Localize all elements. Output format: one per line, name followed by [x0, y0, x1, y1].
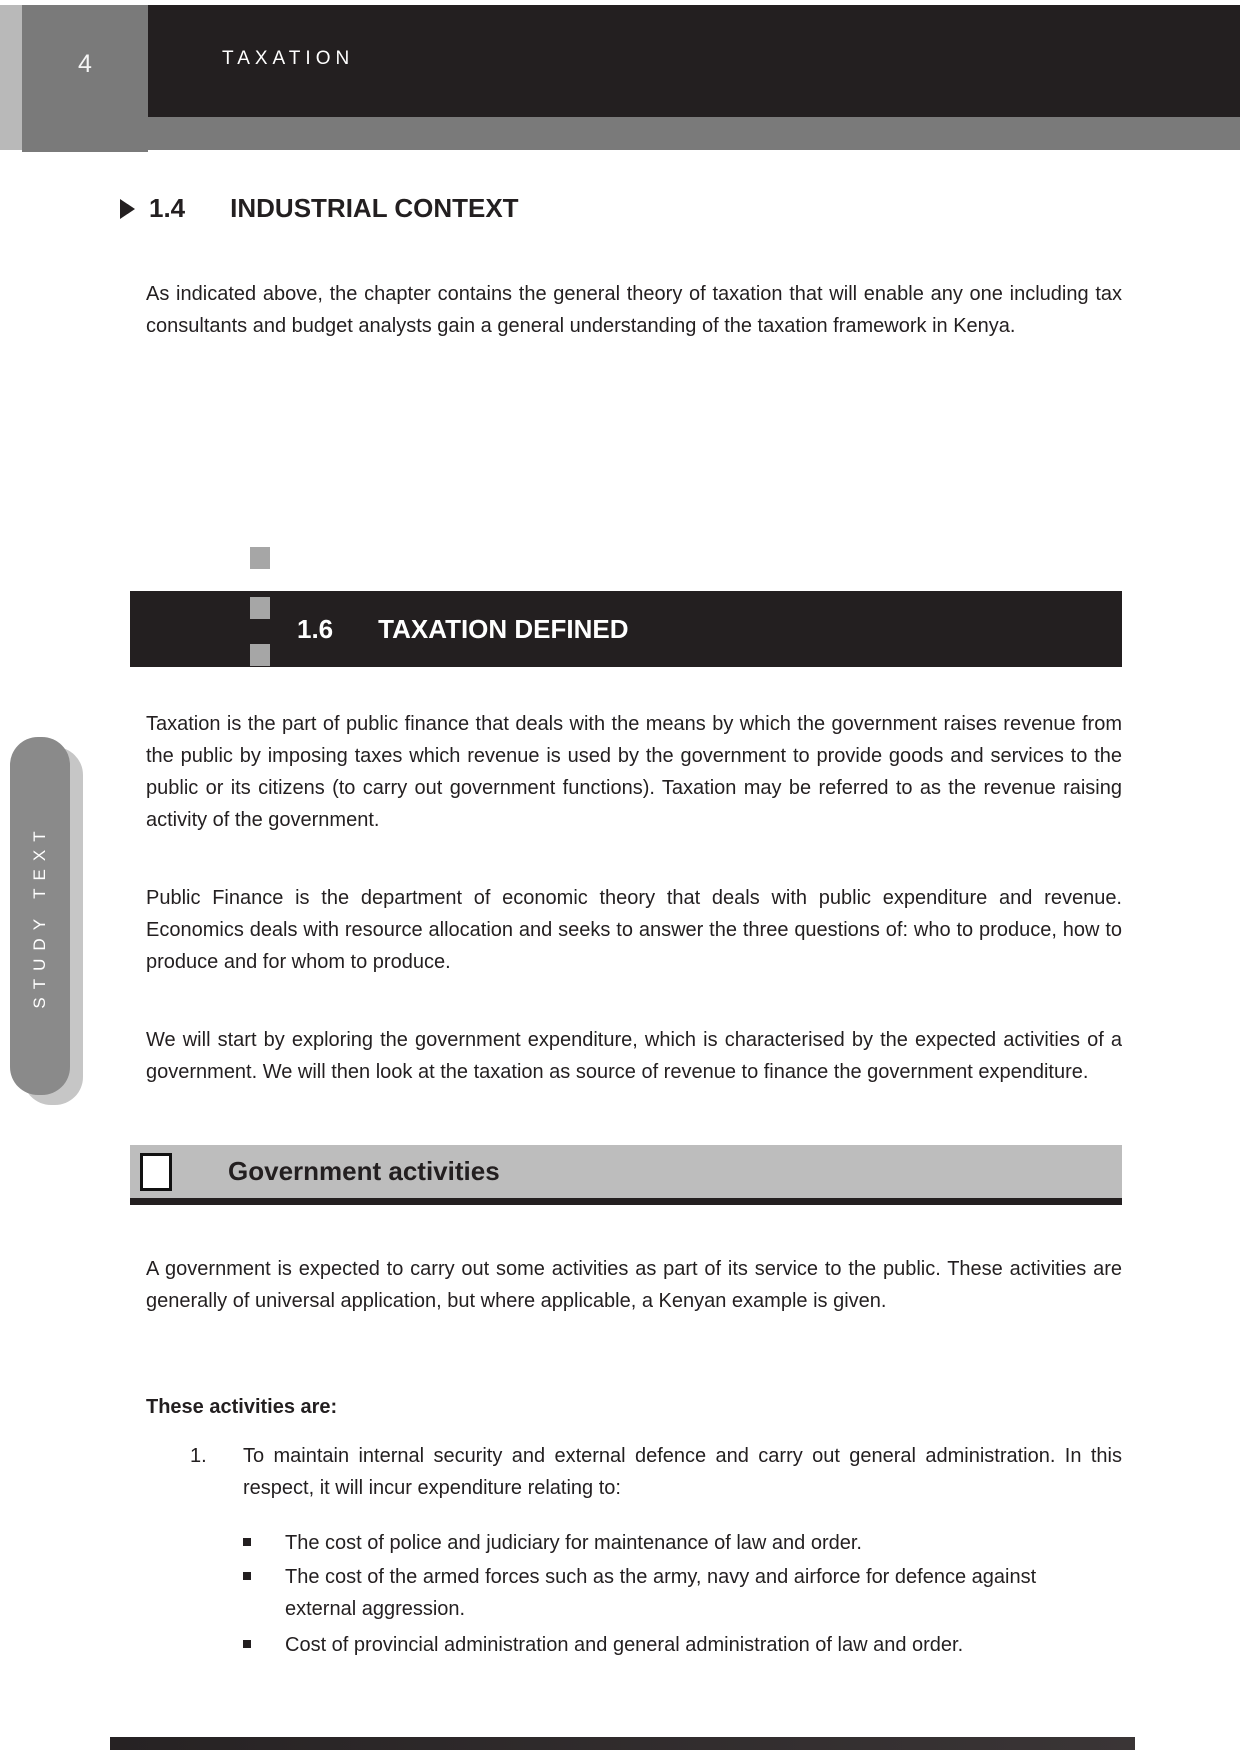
triangle-marker-icon [120, 199, 135, 219]
chapter-title: TAXATION [222, 48, 355, 69]
section-heading-1-6-banner [130, 591, 1122, 667]
taxation-defined-paragraph: Taxation is the part of public finance that deals with the means by which the government raises revenue from the public by imposing taxes which revenue is used by the government to provide goods and services to the public or its citizens (to carry out government functions). Taxation may be referred to as the revenue raising activity of the government. [146, 713, 1122, 831]
footer-bar [110, 1737, 1135, 1750]
decorative-square [250, 644, 270, 666]
bullet-text: The cost of police and judiciary for maintenance of law and order. [285, 1532, 862, 1554]
public-finance-paragraph: Public Finance is the department of economic theory that deals with public expenditure and revenue. Economics deals with resource allocation and seeks to answer the three questions of: who to produce, how to produce and for whom to produce. [146, 887, 1122, 973]
square-bullet-icon [243, 1572, 251, 1580]
government-activities-title: Government activities [228, 1156, 500, 1186]
square-bullet-icon [243, 1538, 251, 1546]
section-number: 1.6 [297, 613, 334, 644]
study-text-label: STUDY TEXT [30, 823, 49, 1009]
section-title: TAXATION DEFINED [378, 613, 629, 644]
activity-item-number: 1. [190, 1445, 207, 1467]
header-left-sliver [0, 5, 22, 150]
bullet-item [243, 1561, 1073, 1625]
study-text-tab [10, 737, 70, 1095]
government-activities-banner [130, 1145, 1122, 1198]
activity-item-text: To maintain internal security and external defence and carry out general administration. In this respect, it will incur expenditure relating to: [243, 1445, 1122, 1499]
decorative-square [250, 547, 270, 569]
square-bullet-icon [243, 1640, 251, 1648]
section-title: INDUSTRIAL CONTEXT [230, 193, 519, 223]
activities-lead: These activities are: [146, 1396, 338, 1418]
section-heading-1-4 [120, 193, 519, 224]
bullet-item [243, 1629, 1073, 1661]
checkbox-icon [140, 1153, 172, 1191]
government-activities-underline [130, 1198, 1122, 1205]
intro-paragraph: As indicated above, the chapter contains the general theory of taxation that will enable any one including tax consultants and budget analysts gain a general understanding of the taxation framework in Kenya. [146, 283, 1122, 337]
bullet-text: The cost of the armed forces such as the army, navy and airforce for defence against external aggression. [285, 1566, 1037, 1620]
page-number: 4 [78, 50, 92, 78]
government-paragraph: A government is expected to carry out some activities as part of its service to the public. These activities are generally of universal application, but where applicable, a Kenyan example is given. [146, 1258, 1122, 1312]
bullet-text: Cost of provincial administration and general administration of law and order. [285, 1634, 964, 1656]
activity-item-1 [190, 1440, 1122, 1504]
government-expenditure-paragraph: We will start by exploring the government expenditure, which is characterised by the expected activities of a government. We will then look at the taxation as source of revenue to finance the government expenditure. [146, 1029, 1122, 1083]
header-gray-strip [148, 117, 1240, 150]
section-number: 1.4 [149, 193, 186, 223]
bullet-item [243, 1527, 1073, 1559]
decorative-square [250, 597, 270, 619]
